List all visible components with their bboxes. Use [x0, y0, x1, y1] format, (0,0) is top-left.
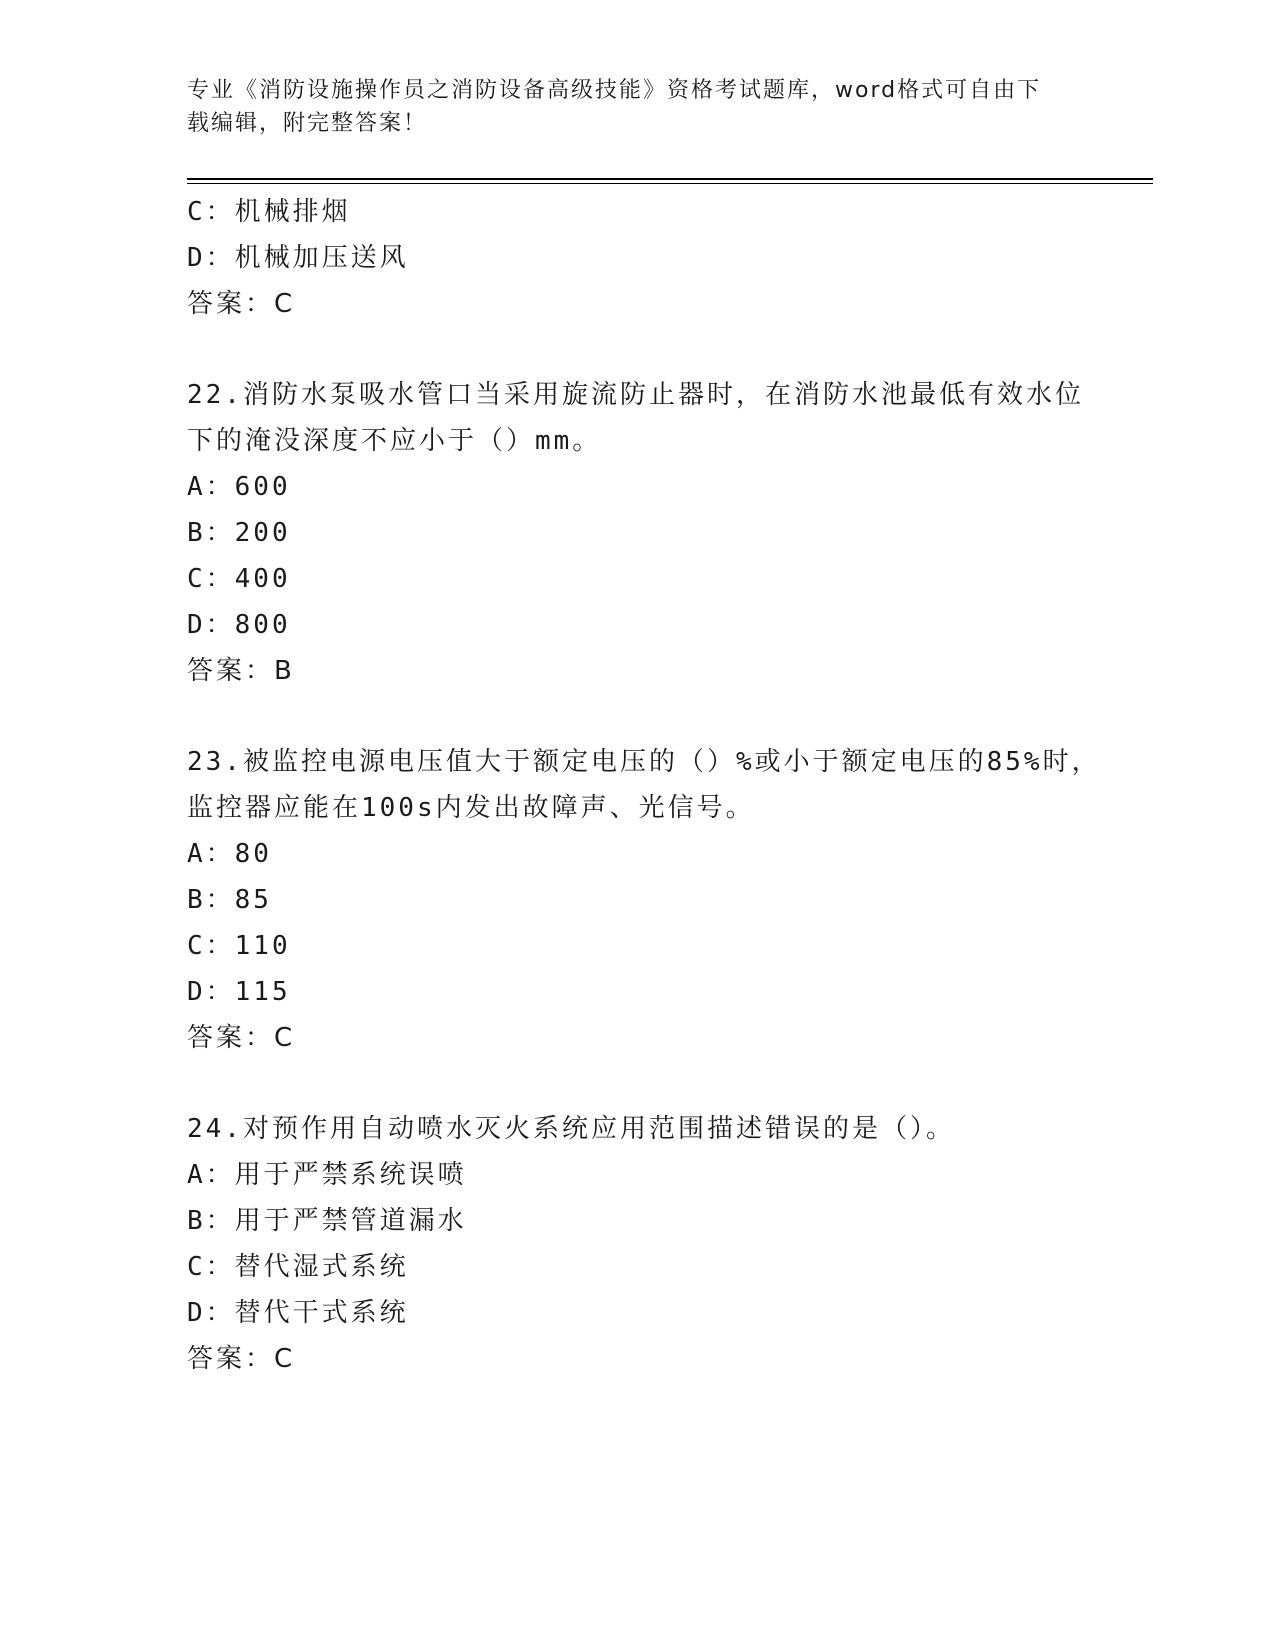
question-24-answer: 答案：C: [187, 1344, 296, 1374]
question-22-option-d: D：800: [187, 610, 291, 640]
question-22-answer: 答案：B: [187, 656, 295, 686]
header-divider-thin: [187, 183, 1153, 184]
question-23-option-d: D：115: [187, 977, 291, 1007]
question-content: [187, 189, 1101, 1382]
header-title-line-2: 载编辑，附完整答案！: [187, 111, 428, 136]
question-22-option-b: B：200: [187, 518, 291, 548]
question-23-stem-line-2: 监控器应能在100s内发出故障声、光信号。: [187, 793, 755, 823]
header-title-line-1: 专业《消防设施操作员之消防设备高级技能》资格考试题库，word格式可自由下: [187, 78, 1042, 103]
question-24-option-a: A：用于严禁系统误喷: [187, 1160, 467, 1190]
question-24-option-b: B：用于严禁管道漏水: [187, 1206, 467, 1236]
header-divider-thick: [187, 178, 1153, 180]
question-23-stem-line-1: 23.被监控电源电压值大于额定电压的（）%或小于额定电压的85%时，: [187, 747, 1101, 777]
question-24-stem-line-1: 24.对预作用自动喷水灭火系统应用范围描述错误的是（）。: [187, 1114, 955, 1144]
question-21-option-c: C：机械排烟: [187, 197, 351, 227]
question-24-block: [187, 1106, 1087, 1382]
spacer: [187, 694, 1087, 739]
question-23-option-a: A：80: [187, 839, 272, 869]
question-23-block: [187, 739, 1101, 1061]
question-22-block: [187, 372, 1087, 694]
question-23-option-b: B：85: [187, 885, 272, 915]
question-21-answer: 答案：C: [187, 289, 296, 319]
question-23-answer: 答案：C: [187, 1023, 296, 1053]
spacer: [187, 1061, 1087, 1106]
question-22-option-c: C：400: [187, 564, 291, 594]
question-22-stem-line-2: 下的淹没深度不应小于（）mm。: [187, 426, 602, 456]
question-22-option-a: A：600: [187, 472, 291, 502]
question-24-option-c: C：替代湿式系统: [187, 1252, 409, 1282]
question-24-option-d: D：替代干式系统: [187, 1298, 409, 1328]
page-header: [187, 74, 1067, 140]
spacer: [187, 327, 1087, 372]
question-21-option-d: D：机械加压送风: [187, 243, 409, 273]
question-23-option-c: C：110: [187, 931, 291, 961]
question-22-stem-line-1: 22.消防水泵吸水管口当采用旋流防止器时，在消防水池最低有效水位: [187, 380, 1084, 410]
question-21-block: [187, 189, 1087, 327]
